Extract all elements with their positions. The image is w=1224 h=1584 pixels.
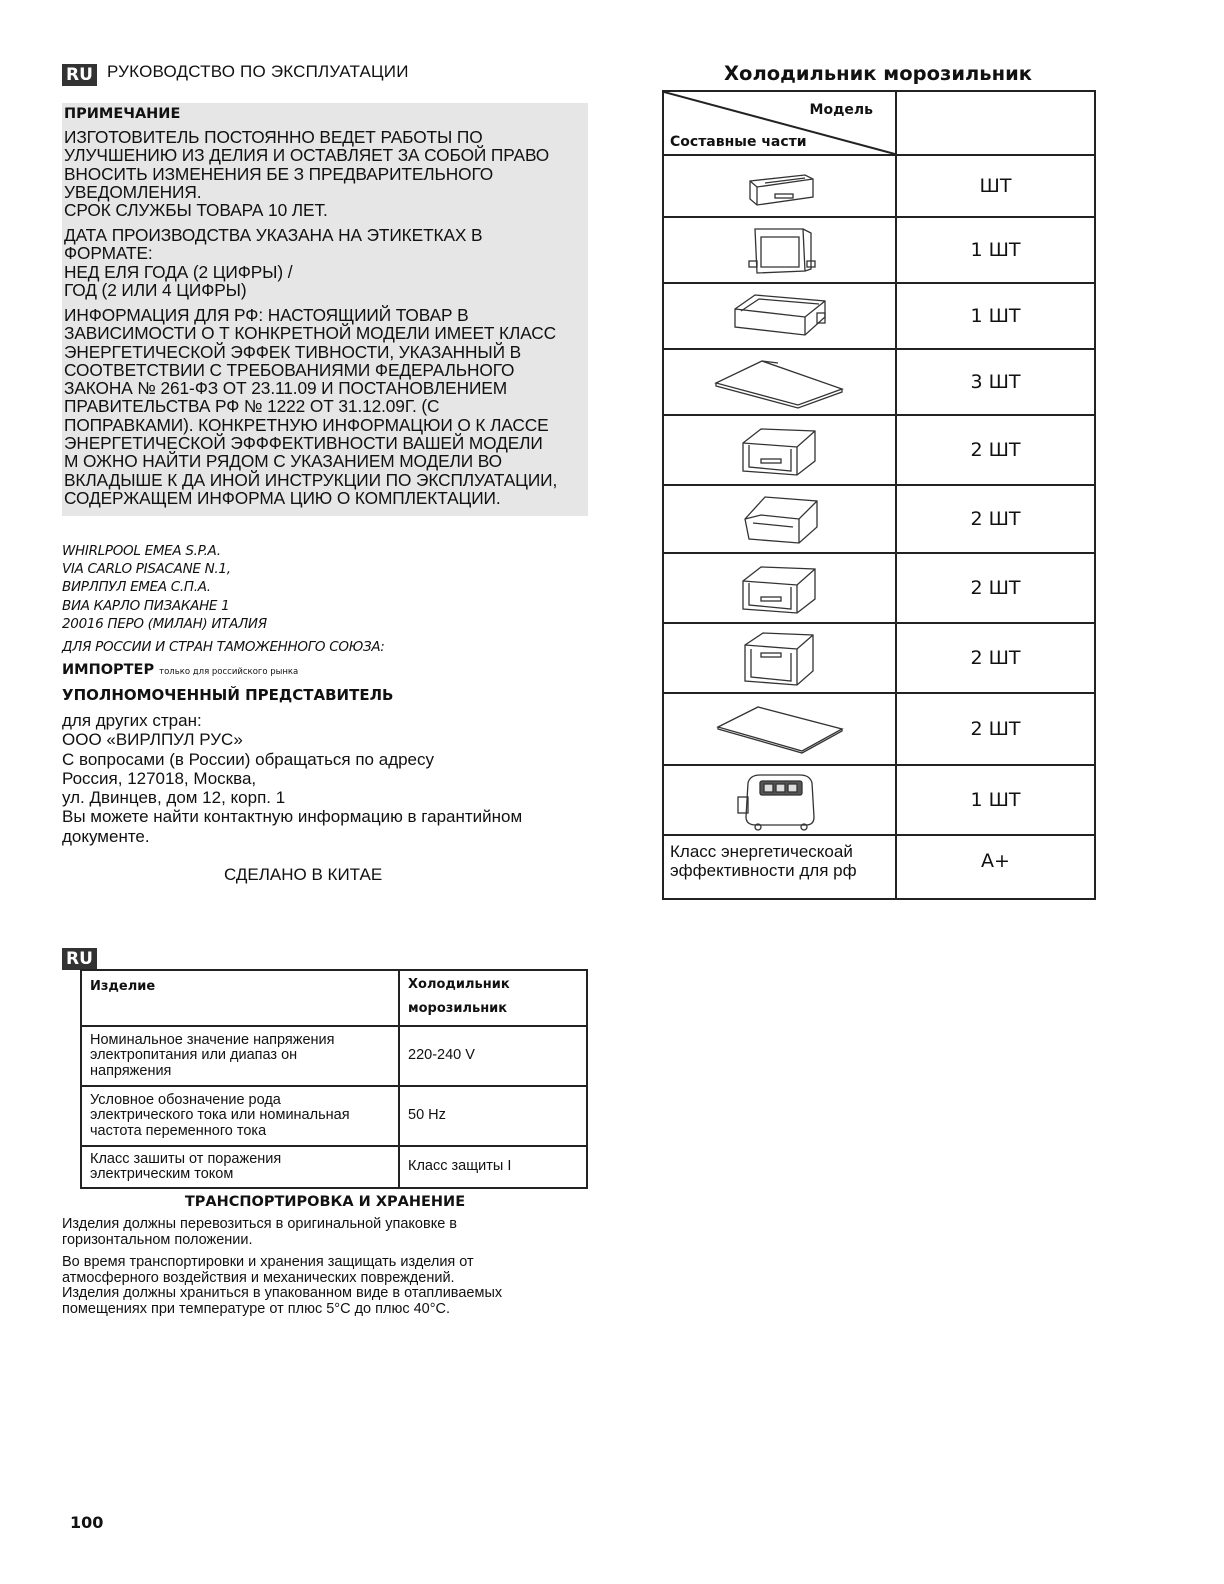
- slanted-drawer-icon: [725, 489, 835, 549]
- part-qty: 2 ШТ: [896, 693, 1095, 765]
- made-in-label: СДЕЛАНО В КИТАЕ: [224, 865, 383, 884]
- parts-row: [663, 553, 1095, 623]
- parts-table-title: Холодильник морозильник: [724, 62, 1032, 85]
- representative-title: УПОЛНОМОЧЕННЫЙ ПРЕДСТАВИТЕЛЬ: [62, 686, 394, 704]
- part-image-cell: [663, 217, 896, 283]
- energy-class-row: [663, 835, 1095, 899]
- freezer-drawer-icon: [725, 419, 835, 481]
- small-drawer-icon: [735, 161, 825, 211]
- ice-maker-icon: [730, 769, 830, 831]
- spec-row: [81, 1146, 587, 1188]
- parts-row: [663, 217, 1095, 283]
- part-image-cell: [663, 553, 896, 623]
- part-image-cell: [663, 693, 896, 765]
- parts-row: [663, 485, 1095, 553]
- part-image-cell: [663, 765, 896, 835]
- part-qty: 3 ШТ: [896, 349, 1095, 415]
- spec-header-row: [81, 970, 587, 1026]
- manufacturer-address: WHIRLPOOL EMEA S.P.A. VIA CARLO PISACANE N.1, ВИРЛПУЛ ЕМЕА С.П.А. ВИА КАРЛО ПИЗАКАНЕ 1 20016 ПЕРО (МИЛАН) ИТАЛИЯ: [62, 543, 267, 632]
- diagonal-header-cell: [663, 91, 896, 155]
- note-title: ПРИМЕЧАНИЕ: [64, 106, 181, 122]
- note-paragraph-2: ДАТА ПРОИЗВОДСТВА УКАЗАНА НА ЭТИКЕТКАХ В ФОРМАТЕ: НЕД ЕЛЯ ГОДА (2 ЦИФРЫ) / ГОД (2 ИЛИ 4 ЦИФРЫ): [64, 225, 483, 300]
- parts-table-header: [663, 91, 1095, 155]
- part-qty: 2 ШТ: [896, 485, 1095, 553]
- part-image-cell: [663, 415, 896, 485]
- part-image-cell: [663, 155, 896, 217]
- part-qty: 1 ШТ: [896, 283, 1095, 349]
- parts-row: [663, 415, 1095, 485]
- parts-row: [663, 623, 1095, 693]
- freezer-drawer-icon: [725, 557, 835, 619]
- spec-label: Номинальное значение напряжения электропитания или диапаз он напряжения: [81, 1026, 399, 1086]
- door-bin-icon: [735, 221, 825, 279]
- parts-table: [662, 90, 1096, 900]
- part-qty: 2 ШТ: [896, 623, 1095, 693]
- model-value-cell: [896, 91, 1095, 155]
- page-number: 100: [70, 1513, 104, 1532]
- note-paragraph-1: ИЗГОТОВИТЕЛЬ ПОСТОЯННО ВЕДЕТ РАБОТЫ ПО УЛУЧШЕНИЮ ИЗ ДЕЛИЯ И ОСТАВЛЯЕТ ЗА СОБОЙ ПРАВО ВНОСИТЬ ИЗМЕНЕНИЯ БЕ З ПРЕДВАРИТЕЛЬНОГО УВЕДОМЛЕНИЯ. СРОК СЛУЖБЫ ТОВАРА 10 ЛЕТ.: [64, 127, 550, 221]
- spec-value: Класс защиты I: [399, 1146, 587, 1188]
- spec-row: [81, 1026, 587, 1086]
- part-image-cell: [663, 283, 896, 349]
- part-qty: 2 ШТ: [896, 415, 1095, 485]
- manual-title: РУКОВОДСТВО ПО ЭКСПЛУАТАЦИИ: [107, 62, 409, 81]
- parts-row: [663, 283, 1095, 349]
- parts-row: [663, 693, 1095, 765]
- spec-value: 220-240 V: [399, 1026, 587, 1086]
- shallow-tray-icon: [725, 287, 835, 345]
- part-image-cell: [663, 485, 896, 553]
- glass-shelf-icon: [710, 353, 850, 411]
- spec-label: Условное обозначение рода электрического тока или номинальная частота переменного тока: [81, 1086, 399, 1146]
- spec-header-value: Холодильник морозильник: [399, 970, 587, 1026]
- part-image-cell: [663, 349, 896, 415]
- flat-glass-shelf-icon: [710, 701, 850, 757]
- parts-row: [663, 349, 1095, 415]
- transport-paragraph-2: Во время транспортировки и хранения защищать изделия от атмосферного воздействия и механических повреждений. Изделия должны храниться в упакованном виде в отапливаемых помещениях при температуре от плюс 5°C до плюс 40°C.: [62, 1254, 503, 1317]
- representative-details: для других стран: ООО «ВИРЛПУЛ РУС» С вопросами (в России) обращаться по адресу Россия, 127018, Москва, ул. Двинцев, дом 12, корп. 1 Вы можете найти контактную информацию в гарантийном документе.: [62, 711, 523, 846]
- spec-value: 50 Hz: [399, 1086, 587, 1146]
- language-badge: RU: [62, 64, 97, 86]
- part-qty: 1 ШТ: [896, 765, 1095, 835]
- header-model-label: Модель: [809, 102, 873, 118]
- header-parts-label: Составные части: [670, 134, 807, 150]
- transport-paragraph-1: Изделия должны перевозиться в оригинальной упаковке в горизонтальном положении.: [62, 1216, 457, 1248]
- part-qty: 1 ШТ: [896, 217, 1095, 283]
- customs-union-line: ДЛЯ РОССИИ И СТРАН ТАМОЖЕННОГО СОЮЗА:: [62, 639, 385, 655]
- energy-class-label: Класс энергетическоай эффективности для рф: [663, 835, 896, 899]
- part-qty: 2 ШТ: [896, 553, 1095, 623]
- note-paragraph-3: ИНФОРМАЦИЯ ДЛЯ РФ: НАСТОЯЩИИЙ ТОВАР В ЗАВИСИМОСТИ О Т КОНКРЕТНОЙ МОДЕЛИ ИМЕЕТ КЛАСС ЭНЕРГЕТИЧЕСКОЙ ЭФФЕК ТИВНОСТИ, УКАЗАННЫЙ В СООТВЕТСТВИИ С ТРЕБОВАНИЯМИ ФЕДЕРАЛЬНОГО ЗАКОНА № 261-ФЗ ОТ 23.11.09 И ПОСТАНОВЛЕНИЕМ ПРАВИТЕЛЬСТВА РФ № 1222 ОТ 31.12.09Г. (С ПОПРАВКАМИ). КОНКРЕТНУЮ ИНФОРМАЦЮИ О К ЛАССЕ ЭНЕРГЕТИЧЕСКОЙ ЭФФФЕКТИВНОСТИ ВАШЕЙ МОДЕЛИ М ОЖНО НАЙТИ РЯДОМ С УКАЗАНИЕМ МОДЕЛИ ВО ВКЛАДЫШЕ К ДА ИНОЙ ИНСТРУКЦИИ ПО ЭКСПЛУАТАЦИИ, СОДЕРЖАЩЕМ ИНФОРМА ЦИЮ О КОМПЛЕКТАЦИИ.: [64, 305, 558, 508]
- part-qty: ШТ: [896, 155, 1095, 217]
- spec-header-product: Изделие: [81, 970, 399, 1026]
- spec-table: [80, 969, 588, 1189]
- importer-note: только для российского рынка: [159, 667, 299, 677]
- importer-label: ИМПОРТЕР: [62, 662, 155, 678]
- language-badge: RU: [62, 948, 97, 970]
- part-image-cell: [663, 623, 896, 693]
- parts-row: [663, 155, 1095, 217]
- energy-class-value: A+: [896, 835, 1095, 899]
- parts-row: [663, 765, 1095, 835]
- deep-drawer-icon: [725, 627, 835, 689]
- transport-title: ТРАНСПОРТИРОВКА И ХРАНЕНИЕ: [184, 1194, 466, 1210]
- spec-row: [81, 1086, 587, 1146]
- spec-label: Класс зашиты от поражения электрическим током: [81, 1146, 399, 1188]
- importer-heading: [62, 662, 298, 678]
